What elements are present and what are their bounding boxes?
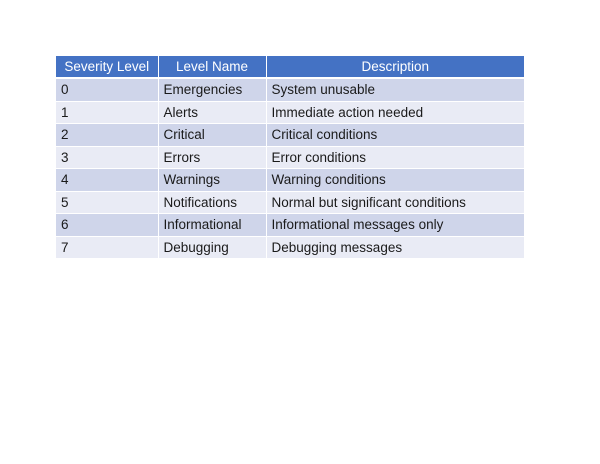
cell-description: Debugging messages xyxy=(266,236,524,259)
cell-severity-level: 0 xyxy=(56,78,158,101)
cell-level-name: Notifications xyxy=(158,191,266,214)
header-description: Description xyxy=(266,56,524,78)
table-row xyxy=(56,146,524,169)
cell-level-name: Alerts xyxy=(158,101,266,124)
cell-level-name: Errors xyxy=(158,146,266,169)
cell-description: Immediate action needed xyxy=(266,101,524,124)
table-row xyxy=(56,214,524,237)
cell-severity-level: 2 xyxy=(56,124,158,147)
cell-level-name: Informational xyxy=(158,214,266,237)
table-header-row xyxy=(56,56,524,78)
header-level-name: Level Name xyxy=(158,56,266,78)
table-row xyxy=(56,236,524,259)
table-row xyxy=(56,124,524,147)
header-severity-level: Severity Level xyxy=(56,56,158,78)
cell-severity-level: 6 xyxy=(56,214,158,237)
cell-level-name: Debugging xyxy=(158,236,266,259)
cell-description: Error conditions xyxy=(266,146,524,169)
cell-severity-level: 4 xyxy=(56,169,158,192)
cell-severity-level: 3 xyxy=(56,146,158,169)
table-row xyxy=(56,78,524,101)
cell-level-name: Emergencies xyxy=(158,78,266,101)
cell-description: Warning conditions xyxy=(266,169,524,192)
cell-level-name: Critical xyxy=(158,124,266,147)
cell-level-name: Warnings xyxy=(158,169,266,192)
cell-description: Informational messages only xyxy=(266,214,524,237)
severity-table xyxy=(56,56,524,259)
cell-severity-level: 1 xyxy=(56,101,158,124)
cell-description: Critical conditions xyxy=(266,124,524,147)
table-row xyxy=(56,101,524,124)
table-row xyxy=(56,169,524,192)
cell-severity-level: 5 xyxy=(56,191,158,214)
cell-severity-level: 7 xyxy=(56,236,158,259)
cell-description: System unusable xyxy=(266,78,524,101)
cell-description: Normal but significant conditions xyxy=(266,191,524,214)
table-row xyxy=(56,191,524,214)
